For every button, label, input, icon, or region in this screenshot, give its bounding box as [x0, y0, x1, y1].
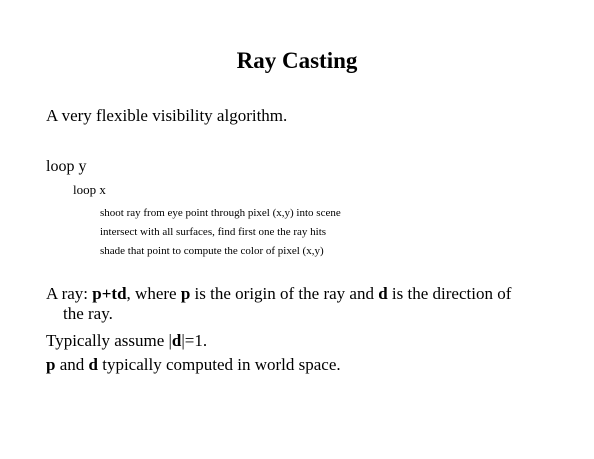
slide-title: Ray Casting — [236, 48, 358, 73]
assumption-d: d — [171, 331, 182, 350]
assumption-prefix: Typically assume | — [46, 331, 172, 350]
ray-def-mid1: , where — [126, 284, 181, 303]
ray-def-p: p — [180, 284, 191, 303]
ray-definition-continuation: the ray. — [63, 304, 113, 323]
pseudocode-step-intersect: intersect with all surfaces, find first one the ray hits — [100, 226, 327, 238]
ray-def-mid2: is the origin of the ray and — [190, 284, 379, 303]
intro-text: A very flexible visibility algorithm. — [46, 106, 288, 125]
ray-def-prefix: A ray: — [46, 284, 93, 303]
space-note-d: d — [88, 355, 98, 374]
ray-def-d: d — [378, 284, 388, 303]
assumption-suffix: |=1. — [181, 331, 208, 350]
pseudocode-step-shoot: shoot ray from eye point through pixel (x,y) into scene — [100, 207, 341, 219]
ray-def-expr: p+td — [92, 284, 127, 303]
pseudocode-outer-loop: loop y — [46, 158, 87, 175]
ray-def-mid3: is the direction of — [387, 284, 512, 303]
ray-definition — [46, 284, 566, 304]
pseudocode-step-shade: shade that point to compute the color of pixel (x,y) — [100, 245, 324, 257]
assumption-text — [46, 331, 207, 351]
space-note-rest: typically computed in world space. — [97, 355, 341, 374]
space-note — [46, 355, 341, 375]
space-note-and: and — [55, 355, 89, 374]
space-note-p: p — [46, 355, 56, 374]
pseudocode-inner-loop: loop x — [73, 182, 106, 197]
